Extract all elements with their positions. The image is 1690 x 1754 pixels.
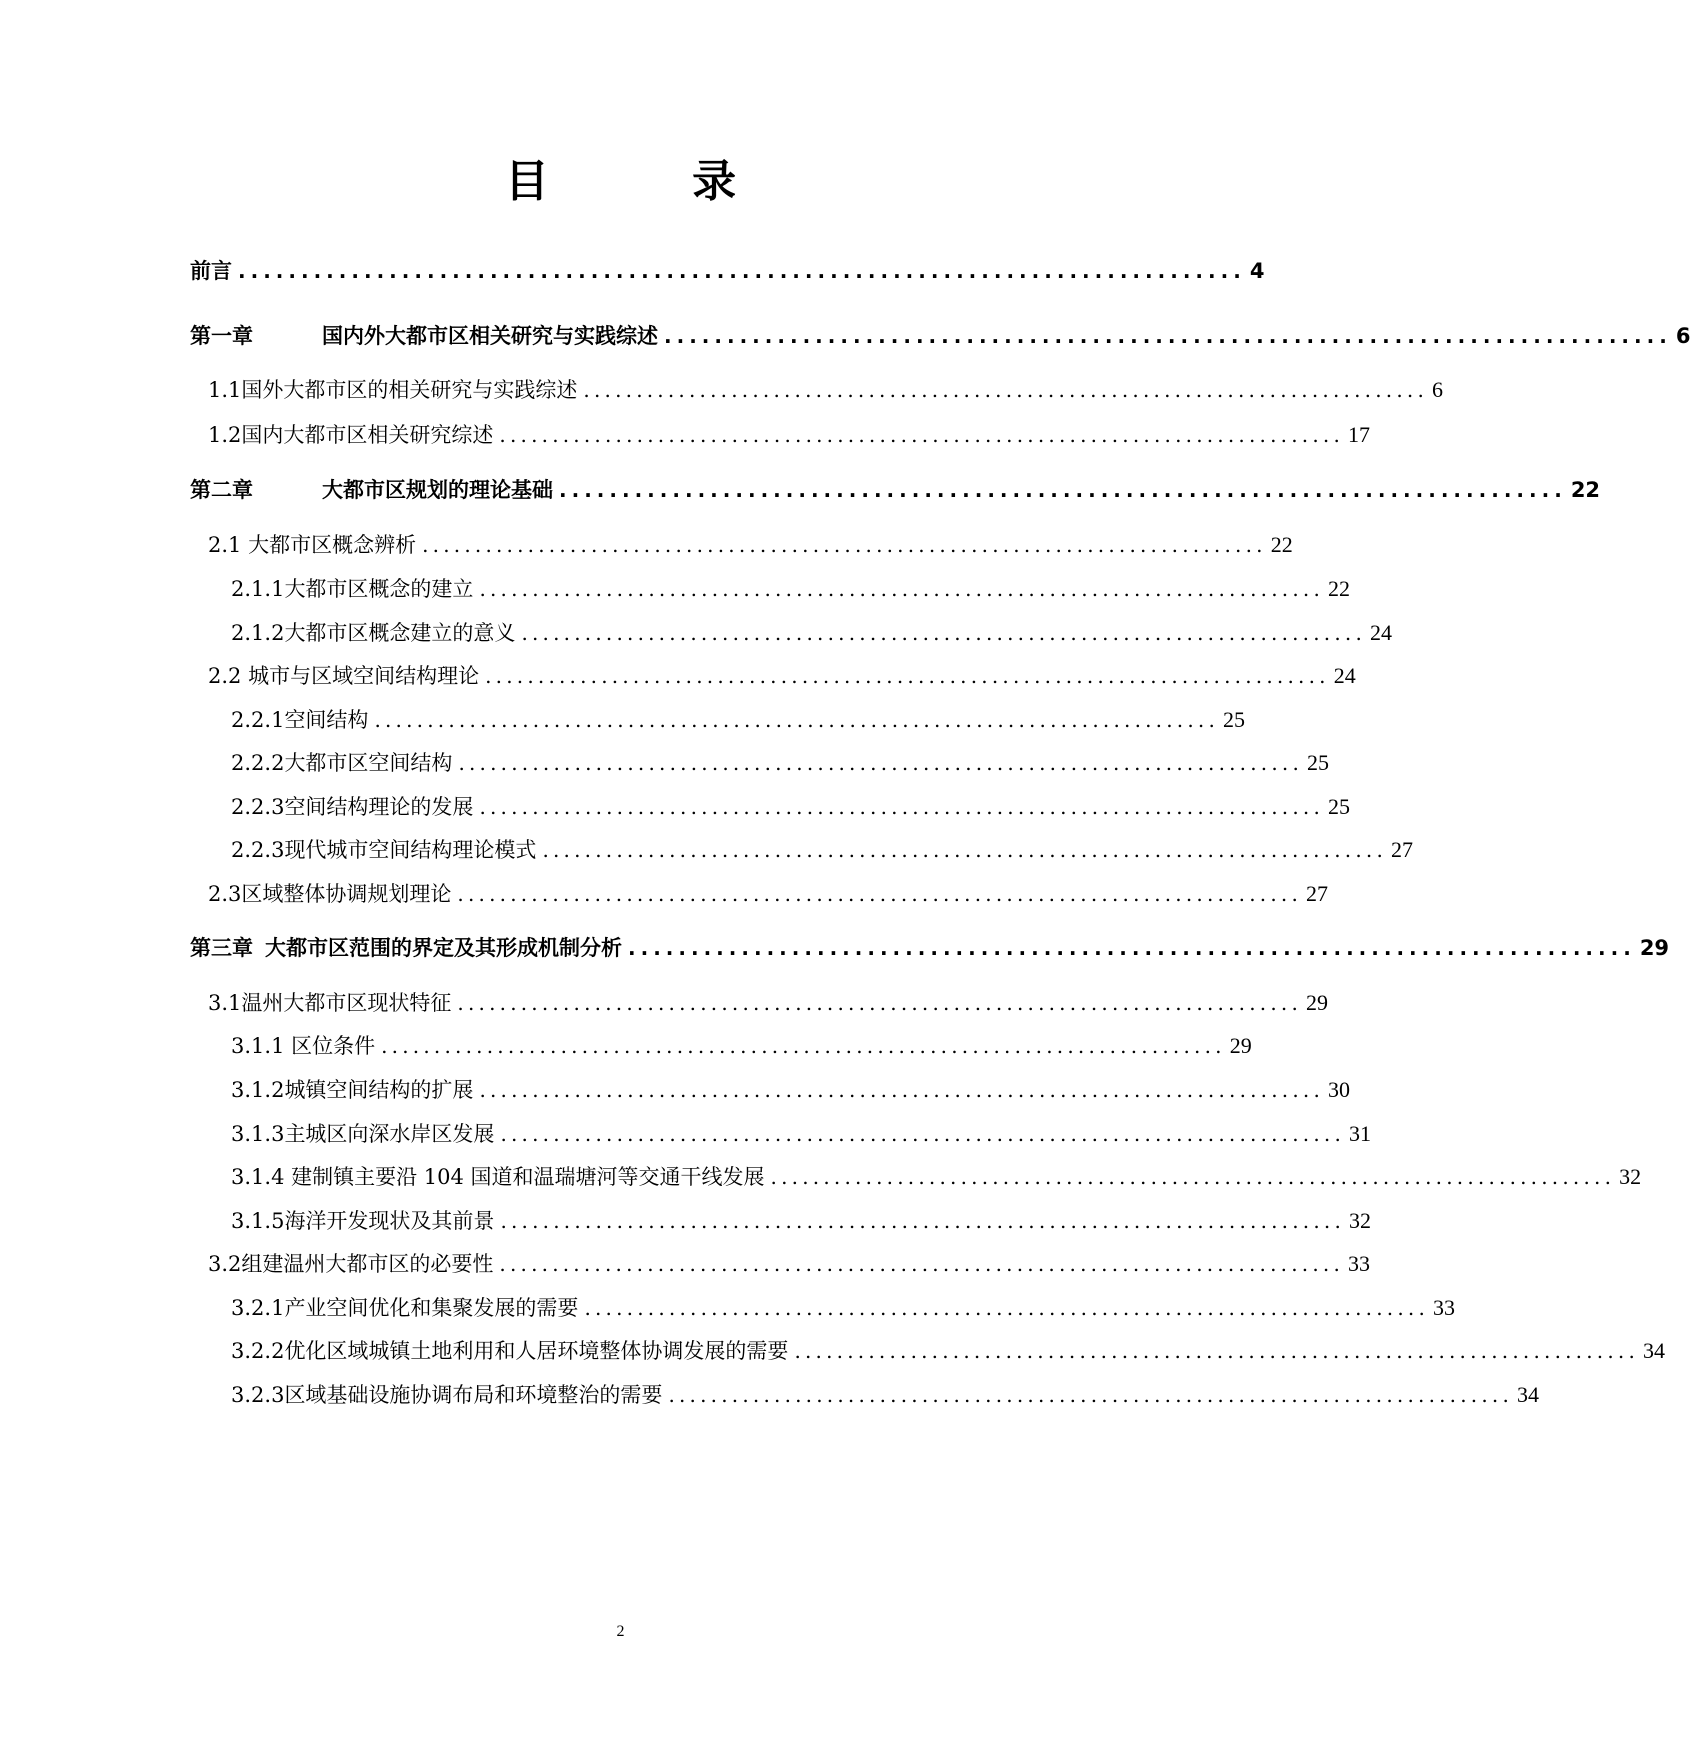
toc-dot-leader: ................................................................................ xyxy=(381,1034,1226,1058)
toc-entry-number: 3.1.1 xyxy=(231,1034,285,1058)
toc-dot-leader: ................................................................................ xyxy=(238,259,1246,283)
toc-entry-page: 29 xyxy=(1306,990,1328,1015)
toc-entry-number: 2.1 xyxy=(208,533,242,557)
toc-entry[interactable] xyxy=(231,573,1351,605)
toc-dot-leader: ................................................................................ xyxy=(628,936,1636,960)
toc-entry[interactable] xyxy=(231,791,1351,823)
toc-entry-page: 27 xyxy=(1391,837,1414,862)
toc-dot-leader: ................................................................................ xyxy=(374,708,1220,732)
toc-entry-page: 25 xyxy=(1223,707,1246,732)
toc-entry-page: 6 xyxy=(1675,324,1690,348)
toc-dot-leader: ................................................................................ xyxy=(542,838,1388,862)
toc-entry-page: 27 xyxy=(1306,881,1328,906)
toc-entry-label: 海洋开发现状及其前景 xyxy=(284,1209,495,1233)
toc-entry[interactable] xyxy=(208,529,1293,561)
toc-entry[interactable] xyxy=(208,374,1443,406)
toc-entry-number: 第一章 xyxy=(190,324,253,348)
toc-entry-page: 22 xyxy=(1270,532,1293,557)
toc-entry-number: 3.1.3 xyxy=(231,1122,285,1146)
toc-entry-number: 1.2 xyxy=(208,423,242,447)
toc-entry-label: 城市与区域空间结构理论 xyxy=(241,664,480,688)
toc-entry-page: 33 xyxy=(1348,1251,1370,1276)
toc-entry-label: 国内外大都市区相关研究与实践综述 xyxy=(322,324,658,348)
toc-dot-leader: ................................................................................ xyxy=(794,1339,1640,1363)
toc-entry-page: 25 xyxy=(1328,794,1351,819)
toc-entry[interactable] xyxy=(231,1030,1252,1062)
toc-entry-label: 区位条件 xyxy=(284,1034,376,1058)
toc-entry[interactable] xyxy=(231,834,1414,866)
toc-entry[interactable] xyxy=(190,474,1601,506)
toc-entry-number: 第三章 xyxy=(190,936,253,960)
toc-entry[interactable] xyxy=(231,1161,1642,1193)
toc-dot-leader: ................................................................................ xyxy=(499,1252,1344,1276)
toc-entry-number: 2.2.3 xyxy=(231,795,285,819)
toc-entry-label: 大都市区概念建立的意义 xyxy=(284,621,516,645)
toc-entry-label: 空间结构理论的发展 xyxy=(284,795,474,819)
toc-entry-number: 2.1.2 xyxy=(231,621,285,645)
toc-dot-leader: ................................................................................ xyxy=(479,577,1325,601)
toc-entry[interactable] xyxy=(208,660,1356,692)
toc-dot-leader: ................................................................................ xyxy=(458,751,1304,775)
toc-entry[interactable] xyxy=(190,932,1670,964)
toc-entry-number: 3.2.1 xyxy=(231,1296,285,1320)
toc-dot-leader: ................................................................................ xyxy=(500,1209,1346,1233)
toc-entry-number: 3.1.2 xyxy=(231,1078,285,1102)
toc-entry-label: 现代城市空间结构理论模式 xyxy=(284,838,537,862)
toc-entry-label: 空间结构 xyxy=(284,708,369,732)
toc-entry-label: 主城区向深水岸区发展 xyxy=(284,1122,495,1146)
toc-entry-page: 24 xyxy=(1333,663,1356,688)
toc-entry[interactable] xyxy=(231,1335,1666,1367)
toc-entry-label: 大都市区规划的理论基础 xyxy=(322,478,553,502)
toc-entry-page: 34 xyxy=(1643,1338,1666,1363)
toc-entry[interactable] xyxy=(231,1379,1540,1411)
toc-entry-label: 温州大都市区现状特征 xyxy=(241,991,452,1015)
toc-dot-leader: ................................................................................ xyxy=(500,1122,1346,1146)
toc-entry-number: 3.2 xyxy=(208,1252,242,1276)
toc-entry-label: 产业空间优化和集聚发展的需要 xyxy=(284,1296,579,1320)
toc-entry[interactable] xyxy=(208,419,1370,451)
toc-entry[interactable] xyxy=(231,747,1330,779)
toc-entry-page: 4 xyxy=(1249,259,1265,283)
toc-entry-page: 33 xyxy=(1433,1295,1456,1320)
toc-entry-label: 区域整体协调规划理论 xyxy=(241,882,452,906)
toc-entry-label: 优化区域城镇土地利用和人居环境整体协调发展的需要 xyxy=(284,1339,789,1363)
toc-entry[interactable] xyxy=(208,1248,1370,1280)
page-title: 目 录 xyxy=(504,156,801,207)
toc-entry-number: 2.2.3 xyxy=(231,838,285,862)
toc-entry-page: 6 xyxy=(1432,377,1443,402)
toc-dot-leader: ................................................................................ xyxy=(521,621,1367,645)
toc-entry-label: 国内大都市区相关研究综述 xyxy=(241,423,494,447)
toc-entry-number: 第二章 xyxy=(190,478,253,502)
toc-entry-number: 2.2.1 xyxy=(231,708,285,732)
toc-dot-leader: ................................................................................ xyxy=(457,882,1302,906)
toc-entry[interactable] xyxy=(231,617,1393,649)
toc-entry[interactable] xyxy=(208,878,1328,910)
toc-entry[interactable] xyxy=(231,704,1246,736)
page-number: 2 xyxy=(616,1623,625,1640)
toc-entry-label: 大都市区范围的界定及其形成机制分析 xyxy=(265,936,622,960)
toc-dot-leader: ................................................................................ xyxy=(479,795,1325,819)
toc-dot-leader: ................................................................................ xyxy=(664,324,1672,348)
toc-entry-label: 区域基础设施协调布局和环境整治的需要 xyxy=(284,1383,663,1407)
toc-dot-leader: ................................................................................ xyxy=(479,1078,1325,1102)
toc-entry[interactable] xyxy=(190,320,1690,352)
toc-entry-page: 29 xyxy=(1229,1033,1252,1058)
toc-entry-label: 国外大都市区的相关研究与实践综述 xyxy=(241,378,578,402)
toc-entry[interactable] xyxy=(231,1074,1351,1106)
toc-entry-label: 大都市区概念辨析 xyxy=(241,533,417,557)
toc-entry-number: 2.3 xyxy=(208,882,242,906)
toc-entry-number: 3.1.5 xyxy=(231,1209,285,1233)
toc-entry-label: 建制镇主要沿 104 国道和温瑞塘河等交通干线发展 xyxy=(284,1165,765,1189)
toc-entry-page: 22 xyxy=(1328,576,1351,601)
toc-entry-page: 34 xyxy=(1517,1382,1540,1407)
toc-dot-leader: ................................................................................ xyxy=(422,533,1267,557)
toc-dot-leader: ................................................................................ xyxy=(499,423,1344,447)
toc-dot-leader: ................................................................................ xyxy=(559,478,1567,502)
toc-entry-number: 1.1 xyxy=(208,378,242,402)
toc-entry-page: 22 xyxy=(1570,478,1601,502)
toc-entry-page: 32 xyxy=(1349,1208,1372,1233)
toc-entry-page: 31 xyxy=(1349,1121,1372,1146)
toc-entry-page: 24 xyxy=(1370,620,1393,645)
toc-dot-leader: ................................................................................ xyxy=(457,991,1302,1015)
toc-entry-number: 3.1 xyxy=(208,991,242,1015)
toc-dot-leader: ................................................................................ xyxy=(770,1165,1616,1189)
toc-entry-page: 29 xyxy=(1639,936,1670,960)
toc-entry[interactable] xyxy=(231,1118,1372,1150)
toc-entry[interactable] xyxy=(208,987,1328,1019)
toc-dot-leader: ................................................................................ xyxy=(584,1296,1430,1320)
toc-entry-number: 2.1.1 xyxy=(231,577,285,601)
toc-entry-number: 2.2.2 xyxy=(231,751,285,775)
toc-entry[interactable] xyxy=(190,255,1265,287)
toc-entry[interactable] xyxy=(231,1292,1456,1324)
toc-entry-number: 3.2.2 xyxy=(231,1339,285,1363)
toc-dot-leader: ................................................................................ xyxy=(485,664,1330,688)
toc-entry-page: 30 xyxy=(1328,1077,1351,1102)
toc-entry-label: 前言 xyxy=(190,259,232,283)
toc-entry-page: 25 xyxy=(1307,750,1330,775)
toc-dot-leader: ................................................................................ xyxy=(583,378,1428,402)
toc-entry-page: 17 xyxy=(1348,422,1370,447)
toc-entry-label: 组建温州大都市区的必要性 xyxy=(241,1252,494,1276)
toc-entry-number: 3.1.4 xyxy=(231,1165,285,1189)
toc-entry-label: 大都市区概念的建立 xyxy=(284,577,474,601)
toc-entry-page: 32 xyxy=(1619,1164,1642,1189)
toc-entry-label: 大都市区空间结构 xyxy=(284,751,453,775)
toc-entry-label: 城镇空间结构的扩展 xyxy=(284,1078,474,1102)
toc-entry[interactable] xyxy=(231,1205,1372,1237)
toc-entry-number: 2.2 xyxy=(208,664,242,688)
toc-dot-leader: ................................................................................ xyxy=(668,1383,1514,1407)
toc-entry-number: 3.2.3 xyxy=(231,1383,285,1407)
